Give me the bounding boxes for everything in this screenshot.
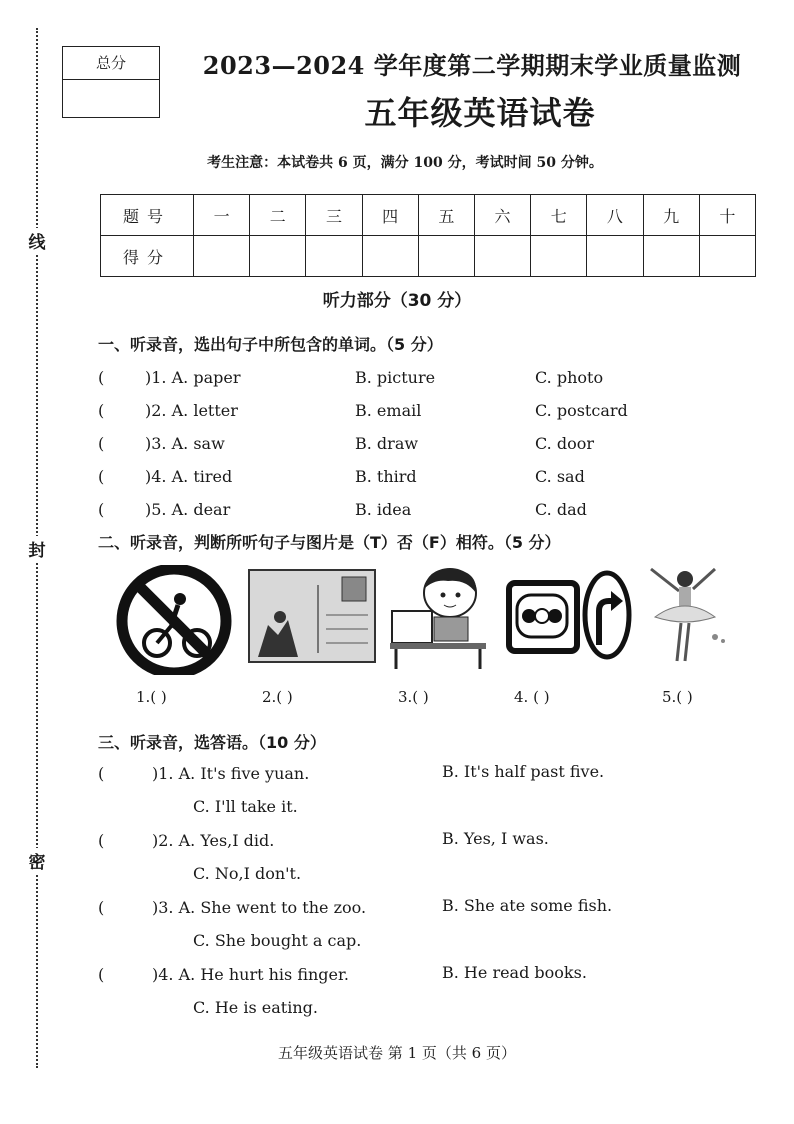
total-score-label: 总分 — [63, 47, 159, 80]
score-col-1: 一 — [194, 195, 250, 236]
score-col-9: 九 — [643, 195, 699, 236]
s3-item-2-c: C. No,I don't. — [193, 864, 302, 883]
score-cell — [643, 236, 699, 277]
s1-item-1-c: C. photo — [535, 368, 604, 387]
score-cell — [250, 236, 306, 277]
score-cell — [474, 236, 530, 277]
s3-item-4-a: )4. A. He hurt his finger. — [152, 965, 349, 984]
score-cell — [306, 236, 362, 277]
s2-caption-3: 3.( ) — [398, 688, 429, 706]
s3-item-3-b: B. She ate some fish. — [442, 896, 613, 915]
score-table-header-row — [101, 195, 756, 236]
s3-item-1-a: )1. A. It's five yuan. — [152, 764, 310, 783]
s1-item-2-b: B. email — [355, 401, 422, 420]
score-cell — [699, 236, 755, 277]
s3-item-2-b: B. Yes, I was. — [442, 829, 549, 848]
s1-paren-5: ( — [98, 500, 105, 519]
s1-paren-3: ( — [98, 434, 105, 453]
score-cell — [194, 236, 250, 277]
s2-caption-4: 4. ( ) — [514, 688, 550, 706]
score-table-score-row — [101, 236, 756, 277]
score-col-5: 五 — [418, 195, 474, 236]
s3-item-3-c: C. She bought a cap. — [193, 931, 362, 950]
s3-item-1-c: C. I'll take it. — [193, 797, 298, 816]
score-col-7: 七 — [531, 195, 587, 236]
exam-subtitle: 五年级英语试卷 — [364, 94, 596, 132]
score-cell — [362, 236, 418, 277]
s1-item-3-a: )3. A. saw — [145, 434, 225, 453]
s3-paren-1: ( — [98, 764, 105, 783]
score-table — [100, 194, 756, 277]
score-table-row-head: 题号 — [101, 195, 194, 236]
score-cell — [418, 236, 474, 277]
s1-item-2-a: )2. A. letter — [145, 401, 238, 420]
section1-title: 一、听录音，选出句子中所包含的单词。（5 分） — [98, 335, 443, 354]
section3-title: 三、听录音，选答语。（10 分） — [98, 733, 326, 752]
listening-part-title: 听力部分（30 分） — [322, 291, 472, 311]
binding-char-secret: 密 — [24, 848, 50, 873]
score-col-2: 二 — [250, 195, 306, 236]
score-col-8: 八 — [587, 195, 643, 236]
s3-paren-3: ( — [98, 898, 105, 917]
binding-char-seal: 封 — [24, 536, 50, 561]
s1-item-2-c: C. postcard — [535, 401, 628, 420]
s1-item-5-a: )5. A. dear — [145, 500, 231, 519]
s3-item-3-a: )3. A. She went to the zoo. — [152, 898, 367, 917]
traffic-light-and-turn-right-sign-icon — [505, 565, 635, 675]
score-row-head: 得分 — [101, 236, 194, 277]
page-footer: 五年级英语试卷 第 1 页（共 6 页） — [278, 1044, 516, 1062]
s2-caption-2: 2.( ) — [262, 688, 293, 706]
section2-title: 二、听录音，判断所听句子与图片是（T）否（F）相符。（5 分） — [98, 533, 561, 552]
s1-item-4-b: B. third — [355, 467, 417, 486]
score-col-3: 三 — [306, 195, 362, 236]
s3-paren-4: ( — [98, 965, 105, 984]
score-col-4: 四 — [362, 195, 418, 236]
postcard-image — [248, 565, 378, 675]
score-cell — [587, 236, 643, 277]
s1-item-5-b: B. idea — [355, 500, 412, 519]
binding-char-line: 线 — [24, 228, 50, 253]
no-cycling-sign-icon — [112, 565, 242, 675]
s1-item-4-a: )4. A. tired — [145, 467, 233, 486]
s1-paren-4: ( — [98, 467, 105, 486]
s3-paren-2: ( — [98, 831, 105, 850]
score-col-10: 十 — [699, 195, 755, 236]
exam-notice: 考生注意：本试卷共 6 页，满分 100 分，考试时间 50 分钟。 — [207, 155, 603, 171]
s2-caption-5: 5.( ) — [662, 688, 693, 706]
exam-title: 2023—2024 学年度第二学期期末学业质量监测 — [202, 51, 742, 80]
s1-item-3-b: B. draw — [355, 434, 419, 453]
s1-paren-1: ( — [98, 368, 105, 387]
s1-item-1-a: )1. A. paper — [145, 368, 241, 387]
s3-item-4-c: C. He is eating. — [193, 998, 318, 1017]
s3-item-4-b: B. He read books. — [442, 963, 587, 982]
score-col-6: 六 — [474, 195, 530, 236]
s1-item-1-b: B. picture — [355, 368, 436, 387]
s3-item-2-a: )2. A. Yes,I did. — [152, 831, 275, 850]
s3-item-1-b: B. It's half past five. — [442, 762, 605, 781]
s2-caption-1: 1.( ) — [136, 688, 167, 706]
boy-at-computer-image — [388, 565, 488, 675]
s1-item-5-c: C. dad — [535, 500, 587, 519]
s1-item-3-c: C. door — [535, 434, 594, 453]
s1-item-4-c: C. sad — [535, 467, 585, 486]
total-score-box — [62, 46, 160, 118]
s1-paren-2: ( — [98, 401, 105, 420]
ballet-dancer-image — [645, 565, 735, 675]
score-cell — [531, 236, 587, 277]
